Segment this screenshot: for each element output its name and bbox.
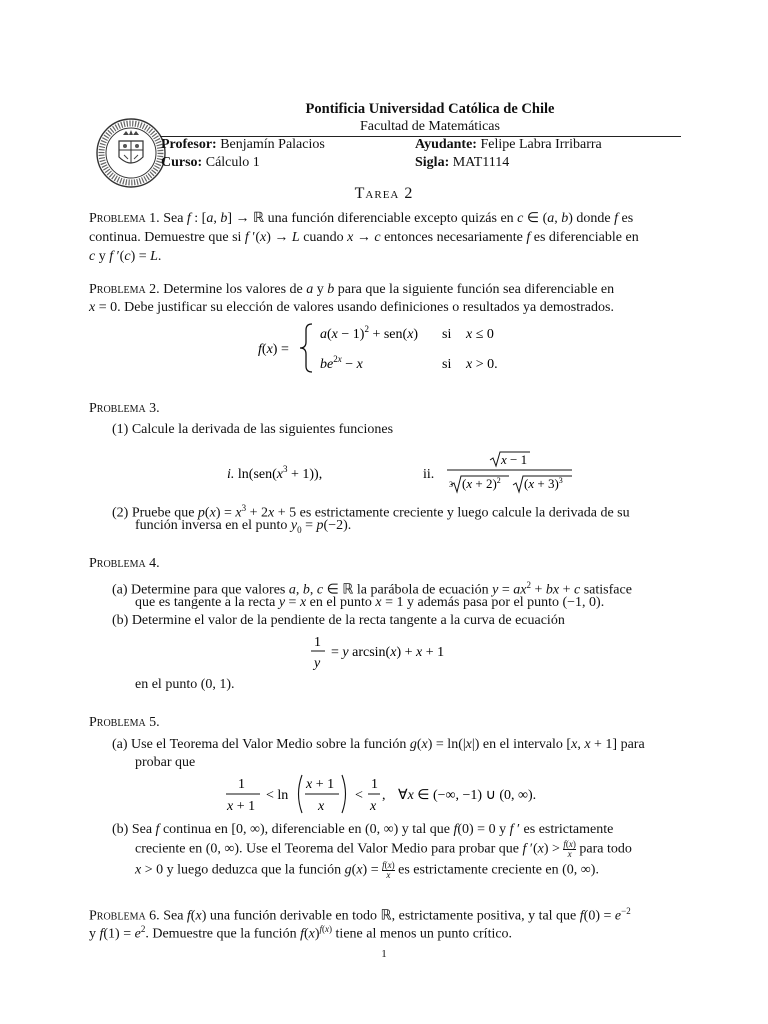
problem-2-line-2: x = 0. Debe justificar su elección de valores usando definiciones o resultados ya demostrados. — [89, 300, 614, 315]
svg-text:1: 1 — [238, 777, 245, 792]
problem-4-item-b-line-2: en el punto (0, 1). — [135, 677, 235, 692]
svg-text:x ≤ 0: x ≤ 0 — [466, 327, 494, 342]
problem-3-heading — [89, 400, 160, 418]
page-number: 1 — [381, 948, 387, 960]
svg-text:f(x) =: f(x) = — [258, 342, 289, 357]
svg-text:x + 1: x + 1 — [227, 799, 256, 814]
svg-text:x + 1: x + 1 — [306, 777, 335, 792]
problem-4-item-a-line-2: que es tangente a la recta y = x en el punto x = 1 y además pasa por el punto (−1, 0). — [135, 595, 605, 610]
problem-5-item-b-line-1: (b) Sea f continua en [0, ∞), diferenciable en (0, ∞) y tal que f(0) = 0 y f ′ es estrictamente — [112, 822, 614, 837]
svg-text:,: , — [382, 788, 386, 803]
problem-1-line-3: c y f ′(c) = L. — [89, 249, 162, 264]
sigla-value: MAT1114 — [452, 155, 510, 170]
piecewise-function-formula — [250, 320, 530, 376]
problem-3-item-2-line-2: función inversa en el punto $y_0 = p(-2)$. — [135, 518, 352, 535]
svg-text:1: 1 — [371, 777, 378, 792]
problem-4-item-b-line-1: (b) Determine el valor de la pendiente de la recta tangente a la curva de ecuación — [112, 613, 565, 628]
university-name: Pontificia Universidad Católica de Chile — [305, 101, 555, 117]
svg-text:a(x − 1)2 + sen(x): $a(x - 1)^2 + sen(x)$ — [320, 324, 419, 342]
problem-2-label: Problema 2. — [89, 282, 160, 297]
problem-4-heading — [89, 555, 160, 573]
svg-text:(x + 3)3: $(x + 3)^3$ — [524, 476, 563, 491]
problem-5-item-b-line-3: x > 0 y luego deduzca que la función g(x) = $\frac{f(x)}{x}$ es estrictamente creciente en (0, ∞). — [135, 860, 599, 880]
ayudante-value: Felipe Labra Irribarra — [480, 137, 602, 152]
sigla-row — [415, 155, 509, 171]
profesor-label: Profesor: — [161, 137, 217, 152]
problem-1-line-1: Problema 1. Sea f : [a, b] → ℝ una función diferenciable excepto quizás en c ∈ (a, b) donde f es — [89, 211, 634, 226]
svg-text:< ln: < ln — [266, 788, 289, 803]
profesor-row — [161, 137, 325, 153]
problem-3-item-2-line-1: (2) Pruebe que $p(x) = x^3 + 2x + 5$ es estrictamente creciente y luego calcule la derivada de su — [112, 503, 630, 521]
curso-label: Curso: — [161, 155, 203, 170]
problem-3-label: Problema 3. — [89, 401, 160, 416]
page-title: Tarea 2 — [354, 185, 414, 202]
svg-text:<: < — [355, 788, 363, 803]
problem-5-item-a-line-2: probar que — [135, 755, 196, 770]
svg-text:1: 1 — [314, 635, 321, 650]
ayudante-row — [415, 137, 602, 153]
sigla-label: Sigla: — [415, 155, 450, 170]
svg-text:ii.: ii. — [423, 467, 435, 482]
svg-text:x > 0.: x > 0. — [466, 357, 498, 372]
svg-text:x: x — [370, 799, 377, 814]
problem-4-label: Problema 4. — [89, 556, 160, 571]
profesor-value: Benjamín Palacios — [220, 137, 325, 152]
svg-text:∀x ∈ (−∞, −1) ∪ (0, ∞).: ∀x ∈ (−∞, −1) ∪ (0, ∞). — [398, 788, 537, 803]
problem-5-item-b-line-2: creciente en (0, ∞). Use el Teorema del Valor Medio para probar que f ′(x) > $\frac{f(x)}{x}$ para todo — [135, 839, 632, 859]
problem-2-line-1: Problema 2. Determine los valores de a y b para que la siguiente función sea diferenciable en — [89, 282, 615, 297]
problem-5-heading — [89, 714, 160, 732]
svg-text:i. ln(sen(x3 + 1)),: i. $\ln(sen(x^3 + 1))$, — [227, 464, 323, 482]
svg-text:be2x − x: $be^{2x} - x$ — [320, 354, 363, 372]
svg-text:x: x — [318, 799, 325, 814]
derivative-functions-formula — [225, 450, 585, 496]
svg-text:(x + 2)2: $(x + 2)^2$ — [462, 476, 501, 491]
problem-3-item-1: (1) Calcule la derivada de las siguientes funciones — [112, 422, 394, 437]
svg-text:x − 1: x − 1 — [501, 452, 528, 467]
curve-equation-formula — [305, 632, 475, 672]
problem-6-label: Problema 6. — [89, 908, 160, 924]
problem-1-line-2: continua. Demuestre que si f ′(x) → L cuando x → c entonces necesariamente f es diferenciable en — [89, 230, 639, 245]
svg-text:si: si — [442, 357, 452, 372]
svg-text:si: si — [442, 327, 452, 342]
faculty-name: Facultad de Matemáticas — [360, 119, 500, 134]
problem-6-line-1: Problema 6. Sea f(x) una función derivable en todo ℝ, estrictamente positiva, y tal que $f(0) = e^{-2}$ — [89, 906, 631, 924]
svg-text:3: 3 — [449, 480, 453, 489]
curso-row — [161, 155, 260, 171]
problem-1-label: Problema 1. — [89, 211, 160, 226]
svg-text:= y arcsin(x) + x + 1: = y arcsin(x) + x + 1 — [331, 645, 445, 660]
svg-text:y: y — [314, 656, 321, 671]
ayudante-label: Ayudante: — [415, 137, 477, 152]
problem-6-line-2: y $f(1) = e^2$. Demuestre que la función $f(x)^{f(x)}$ tiene al menos un punto crítico. — [89, 924, 513, 942]
problem-4-item-a-line-1: (a) Determine para que valores a, b, c ∈ ℝ la parábola de ecuación $y = ax^2$ + bx + c satisface — [112, 580, 632, 598]
problem-5-label: Problema 5. — [89, 715, 160, 730]
problem-5-item-a-line-1: (a) Use el Teorema del Valor Medio sobre la función g(x) = ln(|x|) en el intervalo [x, x + 1] para — [112, 737, 645, 752]
mvt-inequality-formula — [222, 772, 562, 816]
curso-value: Cálculo 1 — [205, 155, 260, 170]
